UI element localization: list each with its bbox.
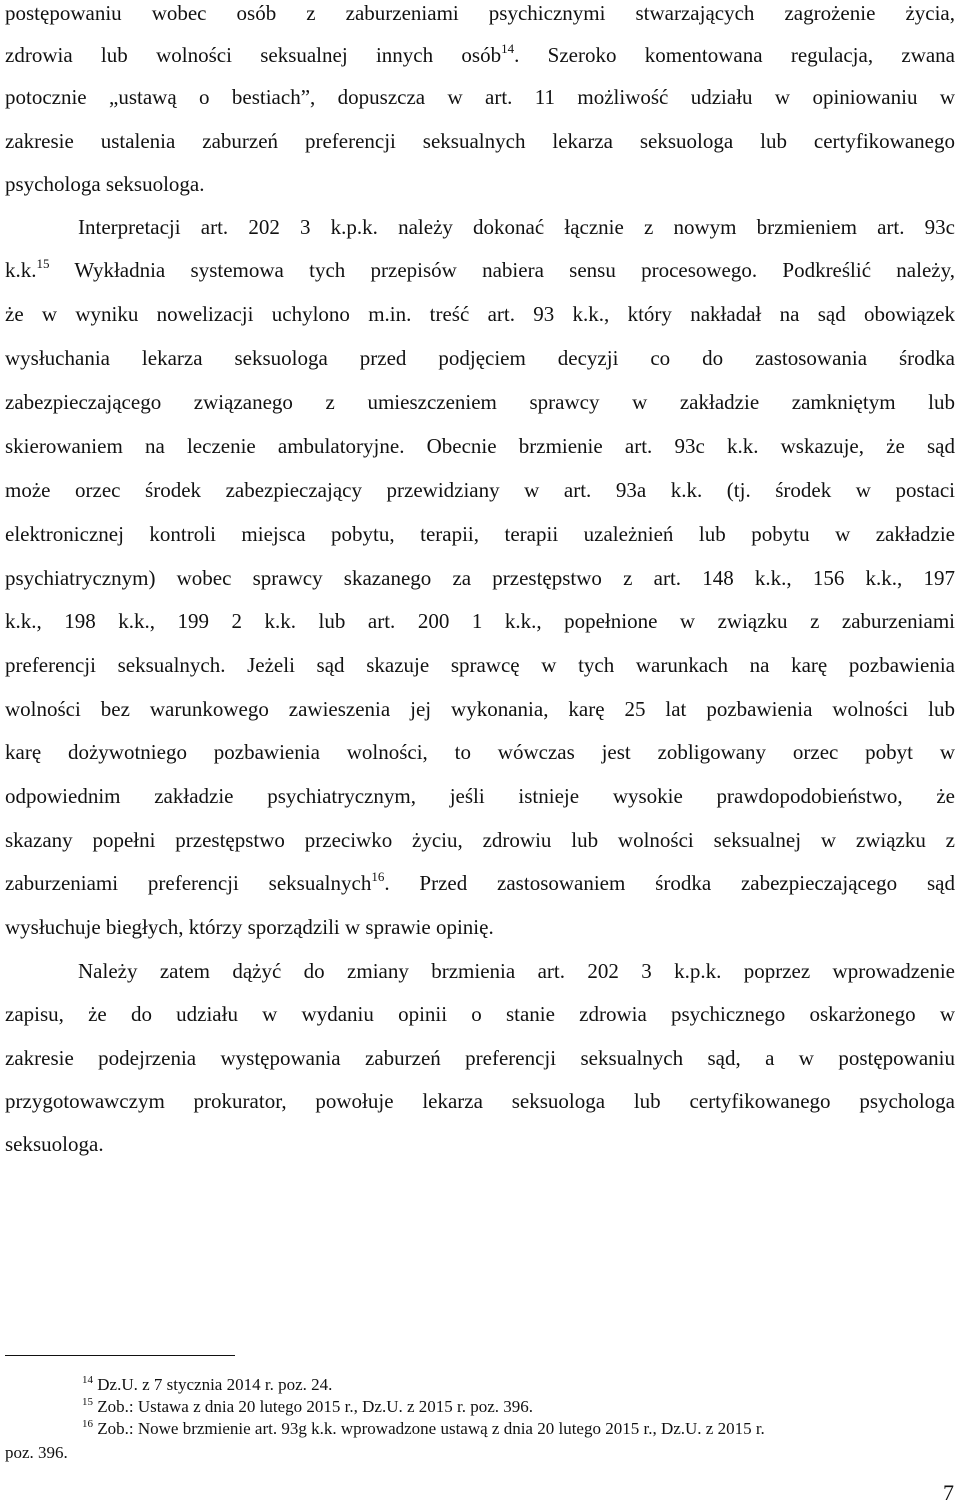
footnote: $^{16}$ Zob.: Nowe brzmienie art. 93g k.k. wprowadzone ustawą z dnia 20 lutego 2015 r., Dz.U. z 2015 r. — [82, 1418, 765, 1438]
text-line: potocznie „ustawą o bestiach”, dopuszcza w art. 11 możliwość udziału w opiniowaniu w — [5, 85, 955, 109]
text-line: preferencji seksualnych. Jeżeli sąd skazuje sprawcę w tych warunkach na karę pozbawienia — [5, 653, 955, 677]
text-line: wolności bez warunkowego zawieszenia jej wykonania, karę 25 lat pozbawienia wolności lub — [5, 697, 955, 721]
text-line: psychologa seksuologa. — [5, 172, 205, 196]
text-line: zakresie ustalenia zaburzeń preferencji seksualnych lekarza seksuologa lub certyfikowanego — [5, 129, 955, 153]
footnote-separator — [5, 1355, 235, 1356]
text-line: postępowaniu wobec osób z zaburzeniami psychicznymi stwarzających zagrożenie życia, — [5, 1, 955, 25]
footnote-continuation: poz. 396. — [5, 1443, 68, 1462]
text-line: zdrowia lub wolności seksualnej innych osób$^{14}$. Szeroko komentowana regulacja, zwana — [5, 41, 955, 67]
text-line: wysłuchania lekarza seksuologa przed podjęciem decyzji co do zastosowania środka — [5, 346, 955, 370]
text-line: seksuologa. — [5, 1132, 104, 1156]
page-number: 7 — [943, 1480, 954, 1505]
text-line: zabezpieczającego związanego z umieszczeniem sprawcy w zakładzie zamkniętym lub — [5, 390, 955, 414]
text-line: odpowiednim zakładzie psychiatrycznym, jeśli istnieje wysokie prawdopodobieństwo, że — [5, 784, 955, 808]
footnote-ref[interactable]: 15 — [36, 256, 50, 271]
footnote-number: 15 — [82, 1396, 93, 1408]
text-line: psychiatrycznym) wobec sprawcy skazanego za przestępstwo z art. 148 k.k., 156 k.k., 197 — [5, 566, 955, 590]
text-line: skierowaniem na leczenie ambulatoryjne. Obecnie brzmienie art. 93c k.k. wskazuje, że sąd — [5, 434, 955, 458]
footnote-number: 14 — [82, 1374, 93, 1386]
text-line: Interpretacji art. 202 3 k.p.k. należy dokonać łącznie z nowym brzmieniem art. 93c — [78, 215, 955, 239]
text-line: zakresie podejrzenia występowania zaburzeń preferencji seksualnych sąd, a w postępowaniu — [5, 1046, 955, 1070]
text-line: że w wyniku nowelizacji uchylono m.in. treść art. 93 k.k., który nakładał na sąd obowiązek — [5, 302, 955, 326]
footnote: $^{15}$ Zob.: Ustawa z dnia 20 lutego 2015 r., Dz.U. z 2015 r. poz. 396. — [82, 1396, 534, 1416]
text-line: k.k.$^{15}$ Wykładnia systemowa tych przepisów nabiera sensu procesowego. Podkreślić należy, — [5, 256, 955, 282]
text-line: karę dożywotniego pozbawienia wolności, to wówczas jest zobligowany orzec pobyt w — [5, 740, 955, 764]
footnote-number: 16 — [82, 1418, 93, 1430]
footnote: $^{14}$ Dz.U. z 7 stycznia 2014 r. poz. 24. — [82, 1374, 333, 1394]
text-line: zaburzeniami preferencji seksualnych$^{16}$. Przed zastosowaniem środka zabezpieczającego sąd — [5, 869, 955, 895]
text-line: skazany popełni przestępstwo przeciwko życiu, zdrowiu lub wolności seksualnej w związku z — [5, 828, 955, 852]
text-line: k.k., 198 k.k., 199 2 k.k. lub art. 200 1 k.k., popełnione w związku z zaburzeniami — [5, 609, 955, 633]
text-line: przygotowawczym prokurator, powołuje lekarza seksuologa lub certyfikowanego psychologa — [5, 1089, 955, 1113]
text-line: może orzec środek zabezpieczający przewidziany w art. 93a k.k. (tj. środek w postaci — [5, 478, 955, 502]
text-line: zapisu, że do udziału w wydaniu opinii o stanie zdrowia psychicznego oskarżonego w — [5, 1002, 955, 1026]
text-line: wysłuchuje biegłych, którzy sporządzili w sprawie opinię. — [5, 915, 494, 939]
text-line: Należy zatem dążyć do zmiany brzmienia art. 202 3 k.p.k. poprzez wprowadzenie — [78, 959, 955, 983]
footnote-ref[interactable]: 14 — [501, 41, 515, 56]
text-line: elektronicznej kontroli miejsca pobytu, terapii, terapii uzależnień lub pobytu w zakładzie — [5, 522, 955, 546]
footnote-ref[interactable]: 16 — [371, 869, 385, 884]
